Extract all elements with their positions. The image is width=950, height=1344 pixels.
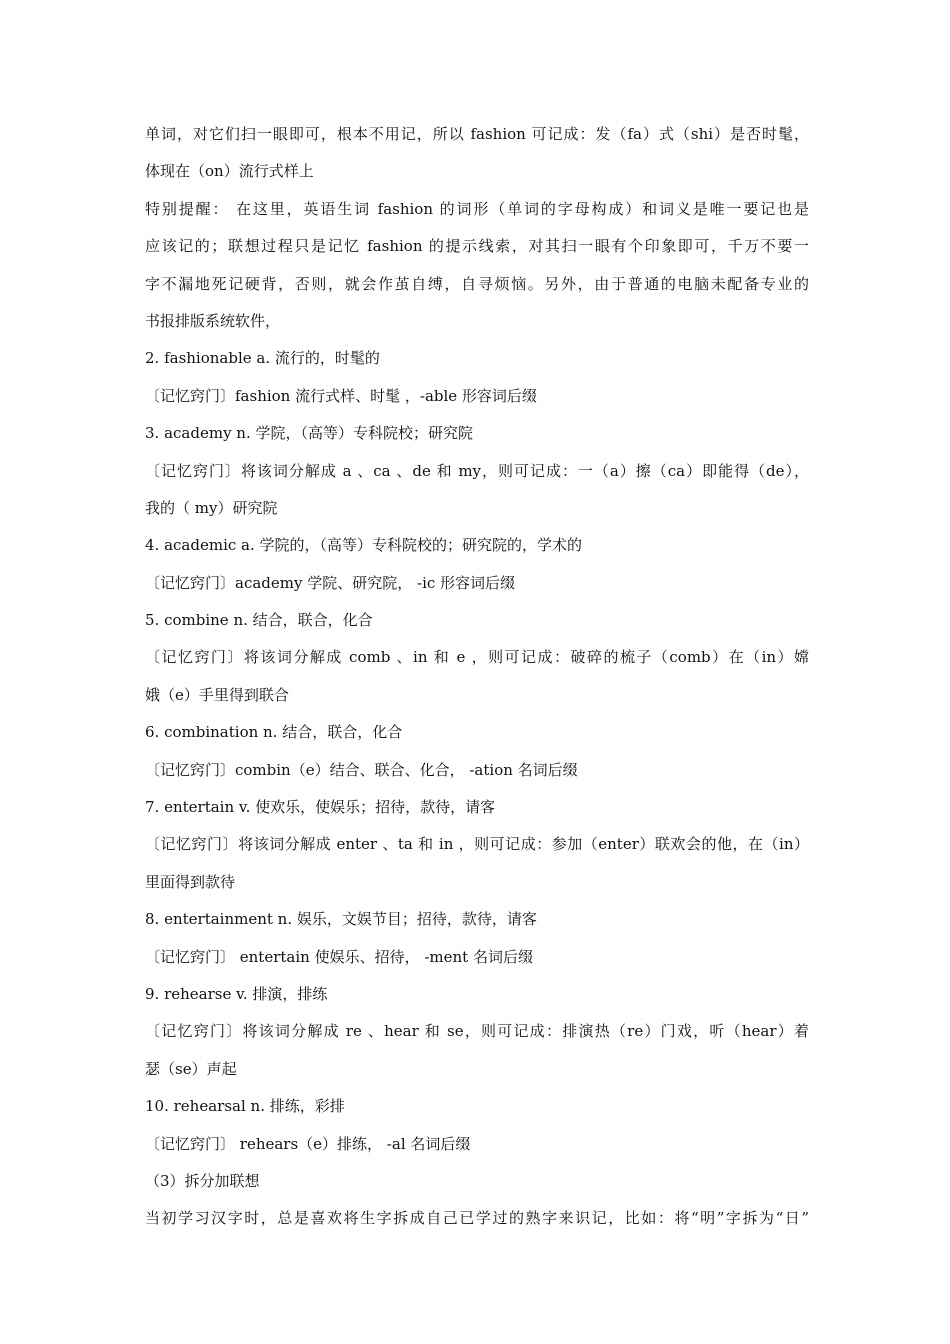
word-entry-heading: 10. rehearsal n. 排练，彩排 [145, 1097, 345, 1116]
memory-tip-line: 瑟（se）声起 [145, 1059, 237, 1078]
word-entry-heading: 6. combination n. 结合，联合，化合 [145, 723, 403, 742]
word-entry-heading: 8. entertainment n. 娱乐，文娱节目；招待，款待，请客 [145, 910, 537, 929]
memory-tip-line: 〔记忆窍门〕将该词分解成 re 、hear 和 se，则可记成：排演热（re）门戏，听（hear）着 [145, 1022, 809, 1041]
word-entry-heading: 7. entertain v. 使欢乐，使娱乐；招待，款待，请客 [145, 798, 496, 817]
word-entry-heading: 2. fashionable a. 流行的，时髦的 [145, 349, 380, 368]
memory-tip-line: 〔记忆窍门〕 rehears（e）排练， -al 名词后缀 [145, 1134, 471, 1153]
word-entry-heading: 3. academy n. 学院，（高等）专科院校；研究院 [145, 424, 474, 443]
text-line: 特别提醒： 在这里，英语生词 fashion 的词形（单词的字母构成）和词义是唯一要记也是 [145, 199, 809, 218]
memory-tip-line: 〔记忆窍门〕 entertain 使娱乐、招待， -ment 名词后缀 [145, 947, 533, 966]
section-heading: （3）拆分加联想 [145, 1171, 260, 1190]
memory-tip-line: 〔记忆窍门〕将该词分解成 a 、ca 、de 和 my，则可记成：一（a）擦（ca）即能得（de）， [145, 461, 809, 480]
memory-tip-line: 〔记忆窍门〕将该词分解成 enter 、ta 和 in ，则可记成：参加（enter）联欢会的他，在（in） [145, 835, 809, 854]
text-line: 单词，对它们扫一眼即可，根本不用记，所以 fashion 可记成：发（fa）式（shi）是否时髦， [145, 125, 809, 143]
memory-tip-line: 〔记忆窍门〕将该词分解成 comb 、in 和 e ，则可记成：破碎的梳子（comb）在（in）嫦 [145, 648, 809, 667]
memory-tip-line: 里面得到款待 [145, 872, 236, 891]
text-line: 应该记的；联想过程只是记忆 fashion 的提示线索，对其扫一眼有个印象即可，千万不要一 [145, 237, 809, 256]
document-body [145, 116, 809, 1238]
word-entry-heading: 9. rehearse v. 排演，排练 [145, 984, 328, 1003]
memory-tip-line: 〔记忆窍门〕combin（e）结合、联合、化合， -ation 名词后缀 [145, 760, 578, 779]
memory-tip-line: 〔记忆窍门〕fashion 流行式样、时髦 ，-able 形容词后缀 [145, 386, 537, 405]
text-line: 书报排版系统软件， [145, 311, 281, 330]
word-entry-heading: 4. academic a. 学院的，（高等）专科院校的；研究院的，学术的 [145, 536, 583, 555]
word-entry-heading: 5. combine n. 结合，联合，化合 [145, 611, 373, 630]
memory-tip-line: 娥（e）手里得到联合 [145, 685, 289, 704]
memory-tip-line: 我的（ my）研究院 [145, 498, 278, 517]
memory-tip-line: 〔记忆窍门〕academy 学院、研究院， -ic 形容词后缀 [145, 573, 516, 592]
text-line: 字不漏地死记硬背，否则，就会作茧自缚，自寻烦恼。另外，由于普通的电脑未配备专业的 [145, 274, 809, 293]
text-line: 体现在（on）流行式样上 [145, 162, 314, 181]
text-line: 当初学习汉字时，总是喜欢将生字拆成自己已学过的熟字来识记，比如：将“明”字拆为“日” [145, 1209, 809, 1228]
